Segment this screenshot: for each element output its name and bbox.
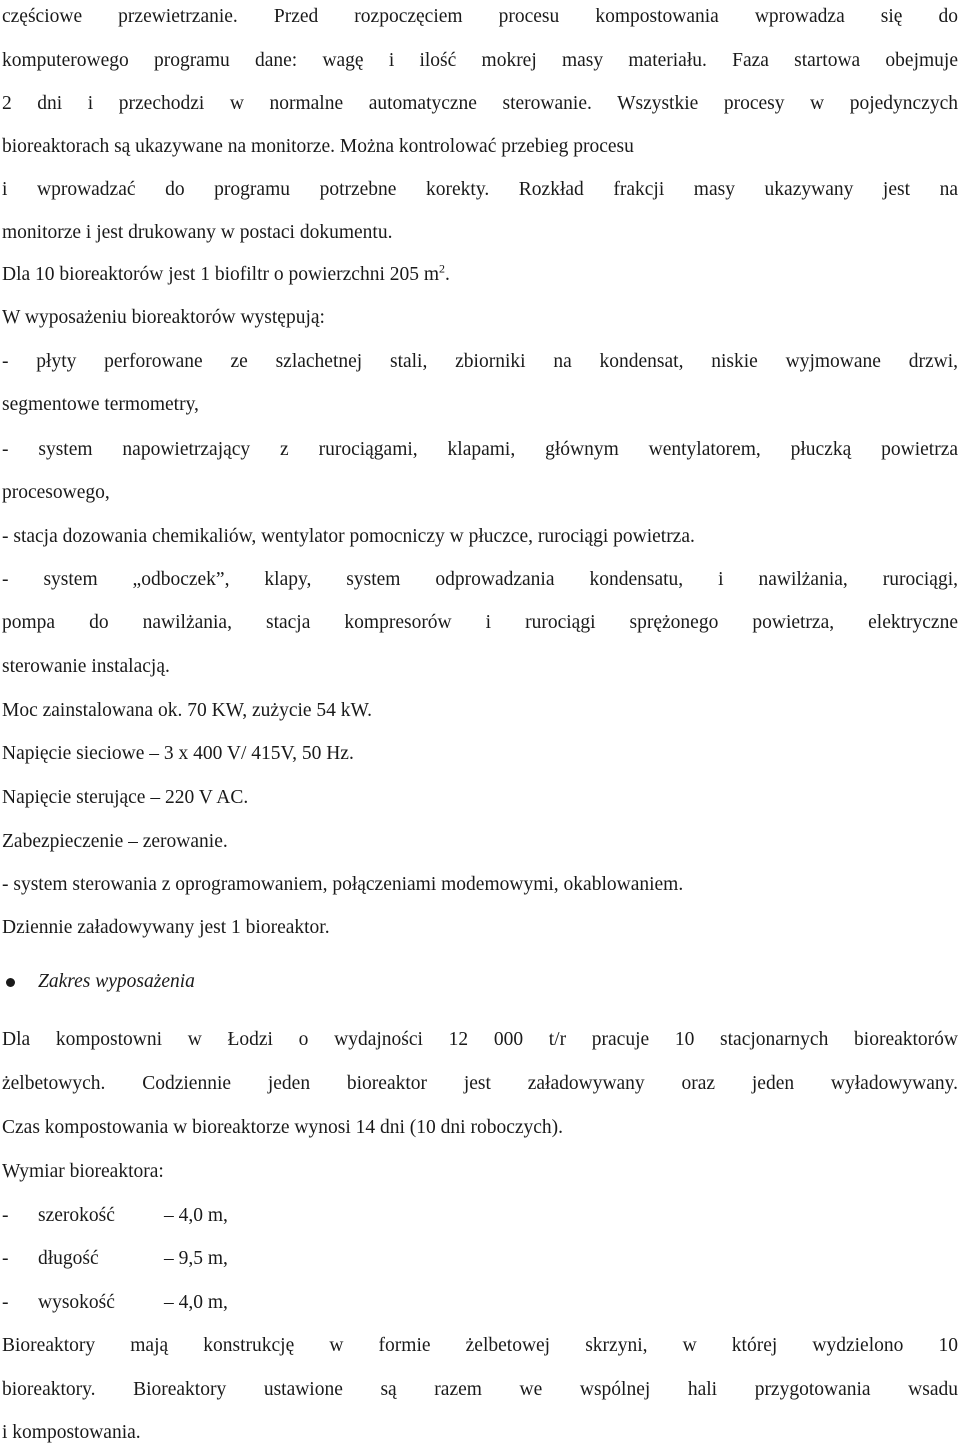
text-line: monitorze i jest drukowany w postaci dokumentu. [2,222,393,243]
text-line: 2 dni i przechodzi w normalne automatyczne sterowanie. Wszystkie procesy w pojedynczych [2,93,958,114]
superscript: 2 [439,262,446,276]
text-line: - płyty perforowane ze szlachetnej stali, zbiorniki na kondensat, niskie wyjmowane drzwi, [2,351,958,372]
text-line: komputerowego programu dane: wagę i ilość mokrej masy materiału. Faza startowa obejmuje [2,50,958,71]
dimension-value: – 4,0 m, [164,1205,228,1226]
text-line: Czas kompostowania w bioreaktorze wynosi 14 dni (10 dni roboczych). [2,1117,564,1138]
section-heading: Zakres wyposażenia [38,971,195,992]
text-line: Dla kompostowni w Łodzi o wydajności 12 000 t/r pracuje 10 stacjonarnych bioreaktorów [2,1029,958,1050]
text-line: częściowe przewietrzanie. Przed rozpoczęciem procesu kompostowania wprowadza się do [2,6,958,27]
dimension-value: – 4,0 m, [164,1292,228,1313]
text-line: Zabezpieczenie – zerowanie. [2,831,228,852]
text-line: Napięcie sieciowe – 3 x 400 V/ 415V, 50 Hz. [2,743,354,764]
text-line: segmentowe termometry, [2,394,199,415]
text-line: - system napowietrzający z rurociągami, klapami, głównym wentylatorem, płuczką powietrza [2,439,958,460]
text-line: i kompostowania. [2,1422,141,1443]
text-line: bioreaktory. Bioreaktory ustawione są razem we wspólnej hali przygotowania wsadu [2,1379,958,1400]
biofilter-line [2,262,958,288]
text-line: Moc zainstalowana ok. 70 KW, zużycie 54 kW. [2,700,373,721]
text-line: bioreaktorach są ukazywane na monitorze. Można kontrolować przebieg procesu [2,136,634,157]
text-line: Wymiar bioreaktora: [2,1161,164,1182]
text-line: żelbetowych. Codziennie jeden bioreaktor jest załadowywany oraz jeden wyładowywany. [2,1073,958,1094]
text-line: Bioreaktory mają konstrukcję w formie żelbetowej skrzyni, w której wydzielono 10 [2,1335,958,1356]
text-line: Napięcie sterujące – 220 V AC. [2,787,249,808]
dimension-dash: - [2,1205,9,1226]
bullet-icon [6,978,15,987]
dimension-label: długość [38,1248,99,1269]
text-line: Dziennie załadowywany jest 1 bioreaktor. [2,917,330,938]
dimension-row [2,1246,958,1272]
text-line: pompa do nawilżania, stacja kompresorów i rurociągi sprężonego powietrza, elektryczne [2,612,958,633]
biofilter-text: Dla 10 bioreaktorów jest 1 biofiltr o powierzchni 205 m [2,264,440,285]
dimension-label: wysokość [38,1292,115,1313]
dimension-dash: - [2,1292,9,1313]
text-line: - stacja dozowania chemikaliów, wentylator pomocniczy w płuczce, rurociągi powietrza. [2,526,695,547]
dimension-label: szerokość [38,1205,115,1226]
period: . [445,264,450,285]
dimension-row [2,1203,958,1229]
dimension-row [2,1290,958,1316]
text-line: i wprowadzać do programu potrzebne korekty. Rozkład frakcji masy ukazywany jest na [2,179,958,200]
text-line: procesowego, [2,482,110,503]
text-line: W wyposażeniu bioreaktorów występują: [2,307,325,328]
dimension-value: – 9,5 m, [164,1248,228,1269]
text-line: - system „odboczek”, klapy, system odprowadzania kondensatu, i nawilżania, rurociągi, [2,569,958,590]
text-line: - system sterowania z oprogramowaniem, połączeniami modemowymi, okablowaniem. [2,874,684,895]
text-line: sterowanie instalacją. [2,656,170,677]
dimension-dash: - [2,1248,9,1269]
